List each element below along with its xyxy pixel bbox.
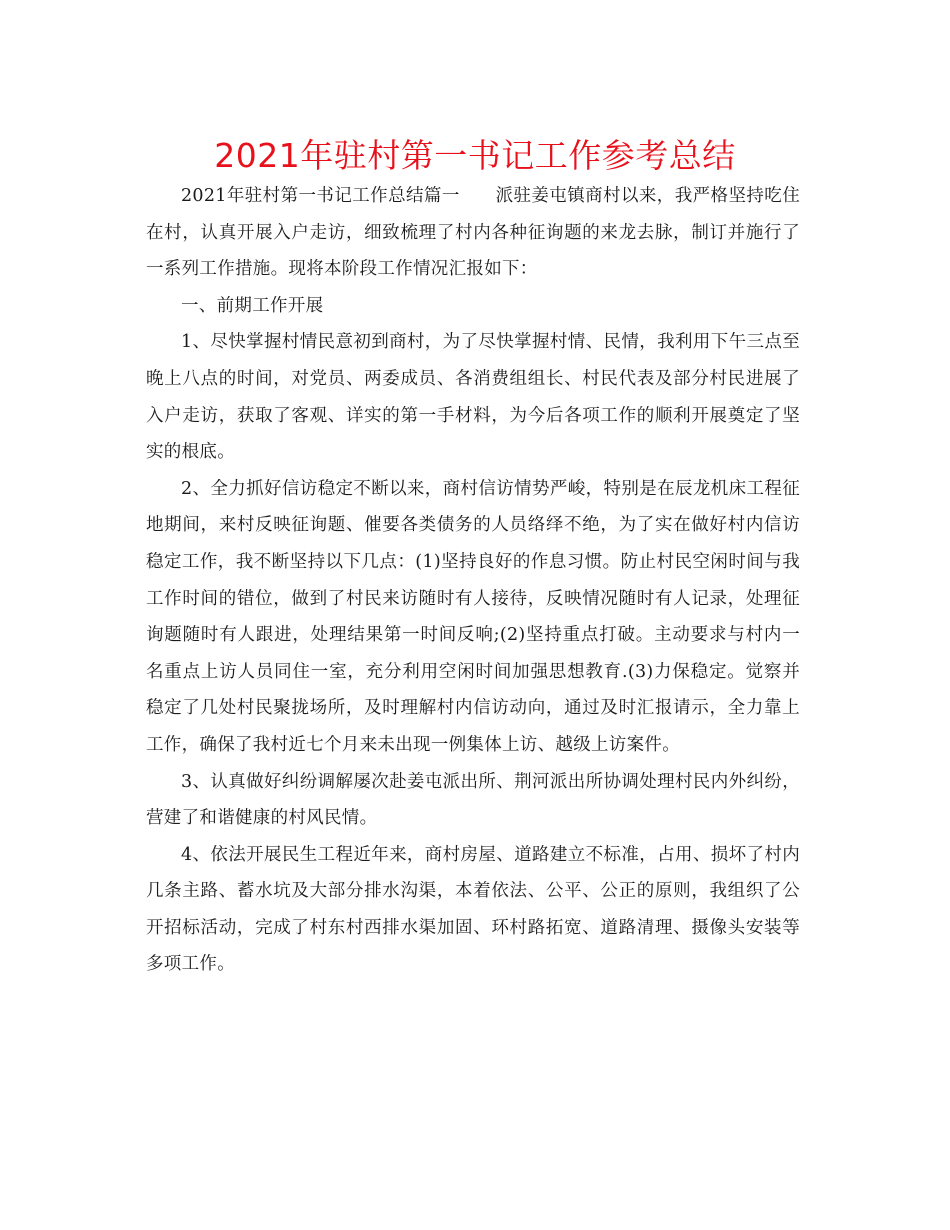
section-heading: 一、前期工作开展 bbox=[181, 295, 324, 316]
document-body bbox=[146, 178, 800, 983]
paragraph-item-2: 2、全力抓好信访稳定不断以来，商村信访情势严峻，特别是在辰龙机床工程征地期间，来村反映征询题、催要各类债务的人员络绎不绝，为了实在做好村内信访稳定工作，我不断坚持以下几点：(1)坚持良好的作息习惯。防止村民空闲时间与我工作时间的错位，做到了村民来访随时有人接待，反映情况随时有人记录，处理征询题随时有人跟进，处理结果第一时间反响;(2)坚持重点打破。主动要求与村内一名重点上访人员同住一室，充分利用空闲时间加强思想教育.(3)力保稳定。觉察并稳定了几处村民聚拢场所，及时理解村内信访动向，通过及时汇报请示，全力靠上工作，确保了我村近七个月来未出现一例集体上访、越级上访案件。 bbox=[146, 478, 800, 755]
paragraph-item-3: 3、认真做好纠纷调解屡次赴姜屯派出所、荆河派出所协调处理村民内外纠纷，营建了和谐健康的村风民情。 bbox=[146, 771, 800, 829]
paragraph-intro: 2021年驻村第一书记工作总结篇一 派驻姜屯镇商村以来，我严格坚持吃住在村，认真开展入户走访，细致梳理了村内各种征询题的来龙去脉，制订并施行了一系列工作措施。现将本阶段工作情况汇报如下： bbox=[146, 186, 800, 280]
paragraph-item-4: 4、依法开展民生工程近年来，商村房屋、道路建立不标准，占用、损坏了村内几条主路、蓄水坑及大部分排水沟渠，本着依法、公平、公正的原则，我组织了公开招标活动，完成了村东村西排水渠加固、环村路拓宽、道路清理、摄像头安装等多项工作。 bbox=[146, 844, 800, 975]
paragraph-item-1: 1、尽快掌握村情民意初到商村，为了尽快掌握村情、民情，我利用下午三点至晚上八点的时间，对党员、两委成员、各消费组组长、村民代表及部分村民进展了入户走访，获取了客观、详实的第一手材料，为今后各项工作的顺利开展奠定了坚实的根底。 bbox=[146, 332, 800, 463]
document-title: 2021年驻村第一书记工作参考总结 bbox=[214, 136, 736, 175]
